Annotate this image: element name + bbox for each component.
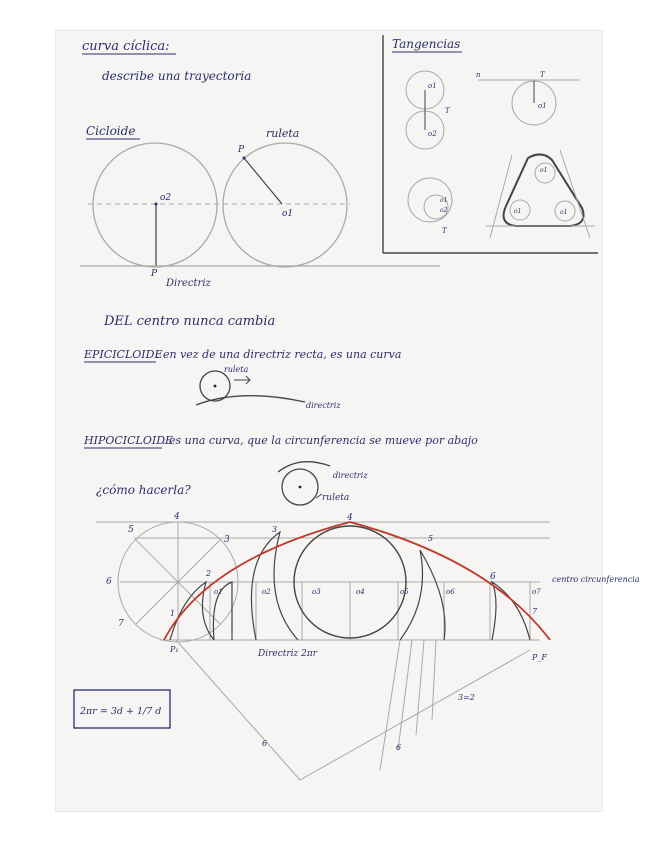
svg-text:1: 1 — [170, 609, 176, 618]
svg-text:o1: o1 — [282, 209, 294, 219]
svg-text:7: 7 — [118, 619, 124, 629]
svg-text:5: 5 — [428, 534, 434, 543]
svg-text:P_F: P_F — [532, 653, 547, 662]
svg-text:o5: o5 — [400, 588, 409, 596]
svg-text:o1: o1 — [214, 588, 223, 596]
svg-text:o2: o2 — [428, 130, 437, 138]
cicloide-circle-right — [223, 143, 347, 267]
tangencias-box — [383, 35, 598, 253]
hipo-ruleta-label: ruleta — [322, 493, 350, 503]
svg-text:4: 4 — [174, 512, 180, 522]
svg-text:P: P — [238, 145, 245, 155]
title-curva-ciclica: curva cíclica: — [82, 39, 170, 54]
svg-text:6: 6 — [106, 577, 112, 587]
epi-ruleta-label: ruleta — [224, 365, 249, 374]
epi-directriz-label: directriz — [306, 401, 341, 410]
svg-text:7: 7 — [532, 607, 538, 616]
epicicloide-heading: EPICICLOIDE — [84, 348, 163, 361]
svg-text:5: 5 — [128, 525, 134, 535]
subtitle-trayectoria: describe una trayectoria — [102, 69, 252, 83]
formula-text: 2πr = 3d + 1/7 d — [80, 706, 162, 717]
como-hacerla: ¿cómo hacerla? — [96, 483, 191, 497]
cycloid-construction — [96, 512, 550, 780]
svg-text:o2: o2 — [440, 207, 448, 214]
hipocicloide-heading: HIPOCICLOIDE — [84, 434, 174, 447]
hipo-directriz-label: directriz — [333, 471, 368, 480]
svg-text:n: n — [476, 71, 481, 79]
svg-text:T: T — [442, 227, 447, 235]
svg-text:o2: o2 — [160, 193, 172, 203]
centro-circunferencia-label: centro circunferencia — [552, 575, 640, 584]
del-centro-note: DEL centro nunca cambia — [104, 314, 276, 329]
svg-text:P₁: P₁ — [170, 645, 179, 654]
hipocicloide-text: . es una curva, que la circunferencia se mueve por abajo — [162, 434, 478, 447]
tangencias-label: Tangencias — [392, 37, 461, 51]
svg-text:o1: o1 — [514, 208, 522, 215]
svg-text:6: 6 — [490, 572, 496, 582]
svg-text:o3: o3 — [312, 588, 321, 596]
svg-text:3=2: 3=2 — [458, 693, 475, 702]
svg-text:o1: o1 — [538, 102, 547, 110]
svg-text:4: 4 — [347, 513, 353, 523]
svg-text:o6: o6 — [446, 588, 455, 596]
directriz-label: Directriz — [166, 278, 211, 289]
svg-text:o7: o7 — [532, 588, 541, 596]
svg-text:2: 2 — [206, 569, 212, 578]
svg-text:T: T — [540, 71, 545, 79]
svg-text:o4: o4 — [356, 588, 365, 596]
construction-directriz-label: Directriz 2πr — [258, 649, 318, 659]
svg-text:o2: o2 — [262, 588, 271, 596]
svg-text:3: 3 — [272, 525, 278, 534]
svg-text:o1: o1 — [440, 197, 448, 204]
svg-text:o1: o1 — [560, 209, 568, 216]
svg-text:6: 6 — [262, 739, 268, 748]
svg-text:6: 6 — [396, 743, 402, 752]
epicicloide-text: . en vez de una directriz recta, es una curva — [156, 348, 402, 361]
svg-text:o1: o1 — [428, 82, 437, 90]
svg-text:P: P — [151, 269, 158, 279]
cicloide-label: Cicloide — [86, 124, 136, 138]
svg-text:o1: o1 — [540, 167, 548, 174]
ruleta-label: ruleta — [266, 127, 300, 140]
svg-text:3: 3 — [224, 535, 230, 545]
svg-text:T: T — [445, 107, 450, 115]
